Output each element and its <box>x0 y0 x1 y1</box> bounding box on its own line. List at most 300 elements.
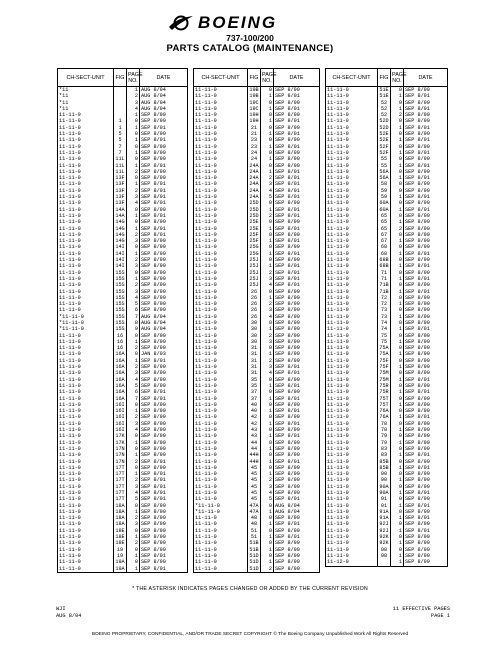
fig-cell: 51E <box>379 87 389 93</box>
fig-cell: 85B <box>379 458 389 465</box>
fig-cell: 15S <box>115 319 125 326</box>
fig-cell: 90 <box>378 477 391 483</box>
header-chsect-unit: CH-SECT-UNIT <box>58 69 114 87</box>
date-cell: SEP 8/99 <box>404 295 448 301</box>
page-no-cell: 1 <box>261 156 274 162</box>
page-no-cell: 0 <box>261 100 274 106</box>
chsect-unit-cell: 11-11-0 <box>58 112 114 118</box>
chsect-unit-cell: 11-11-0 <box>194 402 248 408</box>
page-no-cell: 2 <box>127 188 140 194</box>
date-cell: SEP 8/99 <box>140 446 188 452</box>
date-cell: SEP 8/01 <box>140 188 188 194</box>
page-no-cell: 0 <box>391 118 404 124</box>
page-no-cell: 1 <box>391 559 404 566</box>
date-cell: SEP 8/99 <box>404 314 448 320</box>
chsect-unit-cell: 11-11-0 <box>58 118 114 124</box>
fig-cell: 91A <box>379 515 389 522</box>
chsect-unit-cell: 11-11-0 <box>326 181 378 187</box>
page-no-cell: 1 <box>391 219 404 225</box>
chsect-unit-cell: 11-11-0 <box>194 452 248 458</box>
page-no-cell: 3 <box>127 289 140 295</box>
chsect-unit-cell: 11-11-0 <box>194 181 248 187</box>
boeing-logo <box>168 12 277 34</box>
chsect-unit-cell: 11-11-0 <box>326 377 378 383</box>
page-no-cell: 2 <box>127 540 140 546</box>
chsect-unit-cell: 11-11-0 <box>58 528 114 534</box>
fig-cell: 71B <box>379 282 389 289</box>
fig-cell: 15S <box>115 294 125 301</box>
date-cell: SEP 8/01 <box>140 553 188 559</box>
page-no-cell: 4 <box>127 106 140 112</box>
date-cell: SEP 8/99 <box>404 521 448 527</box>
date-cell: SEP 8/99 <box>404 232 448 238</box>
chsect-unit-cell: 11-11-0 <box>326 396 378 402</box>
date-cell: SEP 8/01 <box>404 528 448 534</box>
fig-cell: 75 <box>378 339 391 345</box>
page-no-cell: 0 <box>261 345 274 351</box>
date-cell: SEP 8/99 <box>140 345 188 351</box>
page-no-cell: 1 <box>391 389 404 395</box>
fig-cell: 45 <box>248 471 261 477</box>
date-cell: SEP 8/99 <box>404 351 448 357</box>
page-no-cell: 1 <box>127 408 140 414</box>
page-no-cell: 1 <box>127 553 140 559</box>
date-cell: SEP 8/01 <box>274 459 320 465</box>
page-no-cell: 1 <box>261 459 274 465</box>
fig-cell: 91 <box>378 503 391 509</box>
date-cell: SEP 8/99 <box>274 289 320 295</box>
date-cell: SEP 8/01 <box>404 263 448 269</box>
fig-cell: 59 <box>378 188 391 194</box>
fig-cell: 71B <box>379 288 389 295</box>
chsect-unit-cell: 11-11-0 <box>58 301 114 307</box>
page-no-cell: 0 <box>261 389 274 395</box>
fig-cell: 1 <box>114 125 127 131</box>
date-cell: SEP 8/01 <box>404 194 448 200</box>
date-cell: SEP 8/99 <box>404 188 448 194</box>
page-no-cell: 0 <box>127 446 140 452</box>
date-cell: AUG 8/04 <box>140 100 188 106</box>
page-no-cell: 4 <box>127 427 140 433</box>
fig-cell: 47A <box>249 508 259 515</box>
chsect-unit-cell: 11-11-0 <box>194 377 248 383</box>
date-cell: SEP 8/99 <box>274 339 320 345</box>
date-cell: SEP 8/99 <box>404 509 448 515</box>
page-no-cell: 2 <box>261 175 274 181</box>
page-no-cell: 2 <box>127 515 140 521</box>
fig-cell: 15S <box>115 326 125 333</box>
revision-footnote: * THE ASTERISK INDICATES PAGES CHANGED OR ADDED BY THE CURRENT REVISION <box>132 586 368 592</box>
fig-cell: 68 <box>378 251 391 257</box>
date-cell: SEP 8/99 <box>140 307 188 313</box>
page-no-cell: 4 <box>127 490 140 496</box>
page-no-cell: 0 <box>261 377 274 383</box>
fig-cell: 19C <box>249 99 259 106</box>
date-cell: SEP 8/99 <box>404 484 448 490</box>
fig-cell: 31 <box>248 345 261 351</box>
page-no-cell: 2 <box>127 414 140 420</box>
date-cell: AUG 8/04 <box>140 320 188 326</box>
date-cell: SEP 8/99 <box>140 118 188 124</box>
chsect-unit-cell: 11-11-0 <box>326 106 378 112</box>
date-cell: SEP 8/01 <box>274 106 320 112</box>
chsect-unit-cell: 11-11-0 <box>194 433 248 439</box>
chsect-unit-cell: 11-11-0 <box>326 534 378 540</box>
fig-cell: 24A <box>249 187 259 194</box>
page-no-cell: 5 <box>127 383 140 389</box>
date-cell: SEP 8/01 <box>404 452 448 458</box>
date-cell: SEP 8/99 <box>404 446 448 452</box>
fig-cell: 75M <box>379 376 389 383</box>
date-cell: SEP 8/01 <box>140 137 188 143</box>
chsect-unit-cell: 11-11-0 <box>58 534 114 540</box>
date-cell: SEP 8/99 <box>404 87 448 94</box>
fig-cell: 16A <box>115 389 125 396</box>
chsect-unit-cell: 11-11-0 <box>194 169 248 175</box>
chsect-unit-cell: *11-11-0 <box>58 320 114 326</box>
chsect-unit-cell: 11-11-0 <box>194 257 248 263</box>
page-no-cell: 4 <box>261 490 274 496</box>
page-no-cell: 0 <box>127 118 140 124</box>
page-no-cell: 0 <box>391 100 404 106</box>
date-cell: SEP 8/01 <box>274 226 320 232</box>
fig-cell: 25J <box>249 257 259 264</box>
date-cell: SEP 8/99 <box>274 427 320 433</box>
date-cell: SEP 8/99 <box>404 244 448 250</box>
fig-cell: 13F <box>115 187 125 194</box>
page-no-cell: 1 <box>391 175 404 181</box>
chsect-unit-cell: 11-11-0 <box>194 270 248 276</box>
chsect-unit-cell: 11-11-0 <box>58 244 114 250</box>
page-no-cell: 7 <box>127 314 140 320</box>
page-no-cell: 1 <box>391 553 404 559</box>
chsect-unit-cell: 11-11-0 <box>194 559 248 565</box>
page-no-cell: 0 <box>261 402 274 408</box>
fig-cell: 19A <box>115 559 125 566</box>
chsect-unit-cell: 11-11-0 <box>326 213 378 219</box>
page-no-cell: 1 <box>391 150 404 156</box>
fig-cell: 13F <box>115 175 125 182</box>
page-no-cell: 0 <box>127 219 140 225</box>
chsect-unit-cell: 11-11-0 <box>326 226 378 232</box>
fig-cell: 55 <box>378 163 391 169</box>
page-no-cell: 0 <box>261 553 274 559</box>
fig-cell: 91 <box>378 496 391 502</box>
chsect-unit-cell: 11-11-0 <box>326 238 378 244</box>
chsect-unit-cell: 11-11-0 <box>326 131 378 137</box>
fig-cell: 75A <box>379 345 389 352</box>
table-row <box>194 566 320 573</box>
page-no-cell: 2 <box>261 301 274 307</box>
fig-cell: 45 <box>248 477 261 483</box>
date-cell: SEP 8/99 <box>140 144 188 150</box>
page-no-cell: 0 <box>391 295 404 301</box>
date-cell: SEP 8/99 <box>274 477 320 483</box>
chsect-unit-cell: 11-11-0 <box>326 125 378 131</box>
date-cell: SEP 8/99 <box>404 383 448 389</box>
date-cell: SEP 8/99 <box>404 370 448 376</box>
fig-cell: 14I <box>115 263 125 270</box>
fig-cell: 14I <box>115 244 125 251</box>
page-no-cell: 0 <box>391 144 404 150</box>
date-cell: SEP 8/01 <box>274 276 320 282</box>
date-cell: SEP 8/99 <box>274 528 320 534</box>
page-no-cell: 0 <box>391 257 404 263</box>
chsect-unit-cell: 11-11-0 <box>326 421 378 427</box>
table-row <box>326 496 448 502</box>
fig-cell: 51B <box>249 546 259 553</box>
date-cell: SEP 8/01 <box>404 125 448 131</box>
date-cell: SEP 8/01 <box>404 251 448 257</box>
date-cell: SEP 8/99 <box>274 301 320 307</box>
fig-cell: 65 <box>378 219 391 225</box>
date-cell: SEP 8/99 <box>140 377 188 383</box>
page-no-cell: 2 <box>261 358 274 364</box>
page-no-cell: 0 <box>127 351 140 357</box>
page-no-cell: 0 <box>391 547 404 553</box>
fig-cell: 92J <box>379 521 389 528</box>
fig-cell: 15S <box>115 269 125 276</box>
chsect-unit-cell: 11-11-0 <box>326 163 378 169</box>
page-no-cell: 0 <box>391 188 404 194</box>
fig-cell: 17K <box>115 433 125 440</box>
page-no-cell: 5 <box>127 496 140 502</box>
page-no-cell: 1 <box>391 402 404 408</box>
header-chsect-unit: CH-SECT-UNIT <box>326 69 378 87</box>
page-no-cell: 1 <box>261 446 274 452</box>
chsect-unit-cell: 11-11-0 <box>58 484 114 490</box>
page-no-cell: 1 <box>261 509 274 515</box>
chsect-unit-cell: 11-11-0 <box>58 257 114 263</box>
chsect-unit-cell: 11-11-0 <box>326 364 378 370</box>
date-cell: JAN 8/03 <box>140 351 188 357</box>
table-row <box>326 93 448 99</box>
date-cell: SEP 8/01 <box>274 383 320 389</box>
fig-cell: 78 <box>378 427 391 433</box>
date-cell: AUG 8/04 <box>140 314 188 320</box>
fig-cell: 43 <box>248 427 261 433</box>
fig-cell: 83 <box>378 452 391 458</box>
chsect-unit-cell: 11-11-0 <box>194 358 248 364</box>
chsect-unit-cell: 11-11-0 <box>58 370 114 376</box>
fig-cell: 26 <box>248 314 261 320</box>
page-no-cell: 1 <box>391 452 404 458</box>
date-cell: SEP 8/99 <box>274 137 320 143</box>
page-no-cell: 0 <box>261 257 274 263</box>
chsect-unit-cell: 11-11-0 <box>326 440 378 446</box>
date-cell: SEP 8/99 <box>404 540 448 546</box>
fig-cell: 75R <box>379 382 389 389</box>
fig-cell: 40 <box>248 402 261 408</box>
fig-cell: 30 <box>248 339 261 345</box>
fig-cell: 14G <box>115 225 125 232</box>
chsect-unit-cell: 11-11-0 <box>194 276 248 282</box>
page-no-cell: 3 <box>261 484 274 490</box>
date-cell: SEP 8/99 <box>140 282 188 288</box>
chsect-unit-cell: 11-11-0 <box>326 383 378 389</box>
chsect-unit-cell: 11-11-0 <box>58 496 114 502</box>
date-cell: SEP 8/01 <box>274 194 320 200</box>
chsect-unit-cell: 11-11-0 <box>58 433 114 439</box>
chsect-unit-cell: 11-11-0 <box>194 396 248 402</box>
page-no-cell: 1 <box>261 383 274 389</box>
date-cell: SEP 8/01 <box>404 175 448 181</box>
fig-cell: 52F <box>379 149 389 156</box>
table-row <box>326 503 448 509</box>
chsect-unit-cell: 11-11-0 <box>326 257 378 263</box>
fig-cell: 21 <box>248 125 261 131</box>
date-cell: SEP 8/01 <box>274 118 320 124</box>
chsect-unit-cell: 11-11-0 <box>194 137 248 143</box>
fig-cell: 90A <box>379 490 389 496</box>
proprietary-notice: BOEING PROPRIETARY, CONFIDENTIAL, AND/OR TRADE SECRET COPYRIGHT © The Boeing Company Unpublished Work All Rights Reserved <box>91 632 409 637</box>
date-cell: AUG 8/04 <box>140 326 188 332</box>
chsect-unit-cell: 11-11-0 <box>58 194 114 200</box>
page-no-cell: 0 <box>391 446 404 452</box>
chsect-unit-cell: 11-11-0 <box>194 345 248 351</box>
page-no-cell: 2 <box>261 270 274 276</box>
chsect-unit-cell: 11-11-0 <box>326 503 378 509</box>
page-no-cell: 6 <box>127 307 140 313</box>
page-no-cell: 0 <box>261 125 274 131</box>
page-no-cell: 0 <box>127 175 140 181</box>
fig-cell: 67 <box>378 238 391 244</box>
page-no-cell: 0 <box>391 87 404 94</box>
model-number: 737-100/200 <box>226 33 274 43</box>
fig-cell: 51 <box>248 528 261 534</box>
date-cell: SEP 8/99 <box>274 440 320 446</box>
fig-cell: 16 <box>114 333 127 339</box>
date-cell: SEP 8/01 <box>274 364 320 370</box>
date-cell: SEP 8/99 <box>404 559 448 566</box>
date-cell: SEP 8/01 <box>274 421 320 427</box>
fig-cell: 25E <box>249 225 259 232</box>
page-no-cell: 4 <box>127 295 140 301</box>
page-no-cell: 1 <box>391 207 404 213</box>
chsect-unit-cell: 11-11-0 <box>326 465 378 471</box>
fig-cell: 51E <box>379 93 389 100</box>
fig-cell: 26 <box>248 289 261 295</box>
date-cell: SEP 8/99 <box>140 534 188 540</box>
page-no-cell: 2 <box>127 93 140 99</box>
date-cell: SEP 8/99 <box>140 276 188 282</box>
fig-cell: 68B <box>379 263 389 270</box>
page-no-cell: 1 <box>127 112 140 118</box>
date-cell: SEP 8/01 <box>140 232 188 238</box>
chsect-unit-cell: 11-11-0 <box>194 446 248 452</box>
date-cell: SEP 8/99 <box>274 326 320 332</box>
date-cell: SEP 8/99 <box>404 358 448 364</box>
date-cell: SEP 8/99 <box>274 553 320 559</box>
fig-cell: 98 <box>378 553 391 559</box>
page-no-cell: 4 <box>127 200 140 206</box>
page-no-cell: 1 <box>391 137 404 143</box>
page-no-cell: 1 <box>127 181 140 187</box>
date-cell: SEP 8/99 <box>404 270 448 276</box>
chsect-unit-cell: 11-11-0 <box>326 509 378 515</box>
chsect-unit-cell: 11-11-0 <box>326 477 378 483</box>
chsect-unit-cell: 11-11-0 <box>58 358 114 364</box>
page-no-cell: 1 <box>391 339 404 345</box>
chsect-unit-cell: 11-11-0 <box>58 364 114 370</box>
date-cell: SEP 8/01 <box>140 490 188 496</box>
chsect-unit-cell: 11-11-0 <box>58 226 114 232</box>
date-cell: SEP 8/99 <box>274 465 320 471</box>
date-cell: AUG 8/04 <box>274 509 320 515</box>
date-cell: SEP 8/99 <box>140 364 188 370</box>
date-cell: SEP 8/99 <box>404 131 448 137</box>
chsect-unit-cell: 11-11-0 <box>58 163 114 169</box>
fig-cell: 24A <box>249 162 259 169</box>
date-cell: SEP 8/01 <box>140 213 188 219</box>
page-no-cell: 3 <box>127 521 140 527</box>
chsect-unit-cell: 11-11-0 <box>326 389 378 395</box>
header-fig: FIG <box>378 69 391 87</box>
date-cell: SEP 8/01 <box>404 503 448 509</box>
page-no-cell: 0 <box>391 383 404 389</box>
chsect-unit-cell: 11-11-0 <box>326 207 378 213</box>
date-cell: SEP 8/99 <box>140 150 188 156</box>
chsect-unit-cell: 11-11-0 <box>194 528 248 534</box>
fig-cell: 72 <box>378 295 391 301</box>
page-no-cell: 1 <box>391 314 404 320</box>
chsect-unit-cell: 11-11-0 <box>58 509 114 515</box>
date-cell: SEP 8/99 <box>404 421 448 427</box>
header-chsect-unit: CH-SECT-UNIT <box>194 69 248 87</box>
chsect-unit-cell: 11-11-0 <box>58 452 114 458</box>
chsect-unit-cell: 11-11-0 <box>194 540 248 546</box>
table-row <box>326 156 448 162</box>
fig-cell: 51B <box>249 540 259 547</box>
date-cell: SEP 8/99 <box>140 295 188 301</box>
chsect-unit-cell: 11-11-0 <box>58 477 114 483</box>
fig-cell: 16 <box>114 339 127 345</box>
fig-cell: 25D <box>249 212 259 219</box>
chsect-unit-cell: 11-11-0 <box>326 540 378 546</box>
chsect-unit-cell: 11-11-0 <box>194 314 248 320</box>
fig-cell: 11L <box>115 162 125 169</box>
chsect-unit-cell: 11-11-0 <box>58 421 114 427</box>
page-no-cell: 0 <box>391 484 404 490</box>
fig-cell: 23 <box>248 144 261 150</box>
page-no-cell: 0 <box>391 333 404 339</box>
fig-cell: 16A <box>115 351 125 358</box>
fig-cell: 65 <box>378 226 391 232</box>
chsect-unit-cell: 11-11-0 <box>326 301 378 307</box>
chsect-unit-cell: 11-11-0 <box>326 150 378 156</box>
page-no-cell: 0 <box>391 408 404 414</box>
date-cell: SEP 8/01 <box>404 515 448 521</box>
chsect-unit-cell: 11-11-0 <box>58 408 114 414</box>
chsect-unit-cell: 11-11-0 <box>194 414 248 420</box>
date-cell: AUG 8/04 <box>140 106 188 112</box>
date-cell: SEP 8/99 <box>404 547 448 553</box>
table-row <box>326 452 448 458</box>
chsect-unit-cell: 11-11-0 <box>326 100 378 106</box>
chsect-unit-cell: 11-11-0 <box>58 503 114 509</box>
page-no-cell: 0 <box>391 181 404 187</box>
date-cell: SEP 8/01 <box>274 263 320 269</box>
table-row <box>326 100 448 106</box>
date-cell: SEP 8/99 <box>404 238 448 244</box>
fig-cell: 16I <box>115 401 125 408</box>
chsect-unit-cell: 11-11-0 <box>326 263 378 269</box>
fig-cell: 11L <box>115 156 125 163</box>
chsect-unit-cell: 11-11-0 <box>58 251 114 257</box>
fig-cell: 51D <box>249 552 259 559</box>
fig-cell: 25J <box>249 263 259 270</box>
date-cell: SEP 8/01 <box>274 408 320 414</box>
